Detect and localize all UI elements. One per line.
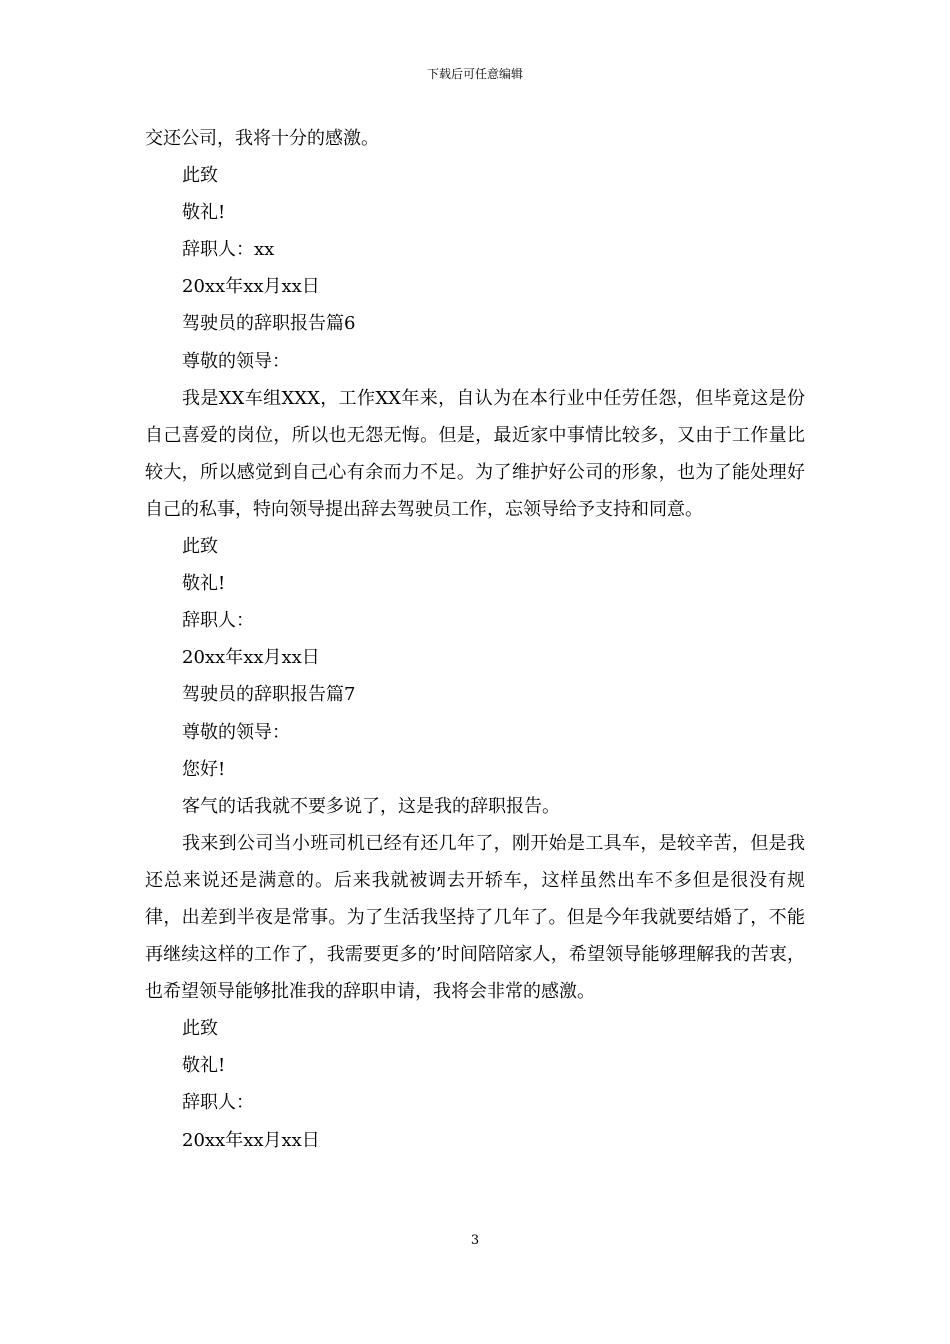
paragraph: 此致 (182, 1018, 218, 1040)
paragraph: 20xx年xx月xx日 (182, 647, 320, 669)
paragraph: 此致 (182, 165, 218, 187)
paragraph: 辞职人： (182, 1092, 254, 1114)
paragraph: 辞职人： (182, 610, 254, 632)
paragraph: 敬礼! (182, 1055, 226, 1077)
paragraph: 敬礼! (182, 573, 226, 595)
paragraph: 交还公司，我将十分的感激。 (145, 128, 379, 149)
paragraph: 客气的话我就不要多说了，这是我的辞职报告。 (182, 795, 560, 817)
page-number: 3 (470, 1233, 480, 1248)
section-title: 驾驶员的辞职报告篇7 (182, 684, 356, 706)
paragraph: 辞职人：xx (182, 239, 275, 261)
salutation: 尊敬的领导： (182, 350, 290, 372)
paragraph: 20xx年xx月xx日 (182, 276, 320, 298)
paragraph: 我是XX车组XXX，工作XX年来，自认为在本行业中任劳任怨，但毕竟这是份自己喜爱的岗位，所以也无怨无悔。但是，最近家中事情比较多，又由于工作量比较大，所以感觉到自己心有余而力不足。为了维护好公司的形象，也为了能处理好自己的私事，特向领导提出辞去驾驶员工作，忘领导给予支持和同意。 (145, 387, 805, 520)
paragraph: 20xx年xx月xx日 (182, 1129, 320, 1151)
salutation: 尊敬的领导： (182, 721, 290, 743)
paragraph: 您好! (182, 758, 226, 780)
document-body (145, 120, 805, 1159)
paragraph: 我来到公司当小班司机已经有还几年了，刚开始是工具车，是较辛苦，但是我还总来说还是满意的。后来我就被调去开轿车，这样虽然出车不多但是很没有规律，出差到半夜是常事。为了生活我坚持了几年了。但是今年我就要结婚了，不能再继续这样的工作了，我需要更多的’时间陪陪家人，希望领导能够理解我的苦衷，也希望领导能够批准我的辞职申请，我将会非常的感激。 (145, 832, 805, 1003)
page-header: 下载后可任意编辑 (426, 67, 523, 81)
paragraph: 敬礼! (182, 202, 226, 224)
paragraph: 此致 (182, 536, 218, 558)
section-title: 驾驶员的辞职报告篇6 (182, 313, 356, 335)
